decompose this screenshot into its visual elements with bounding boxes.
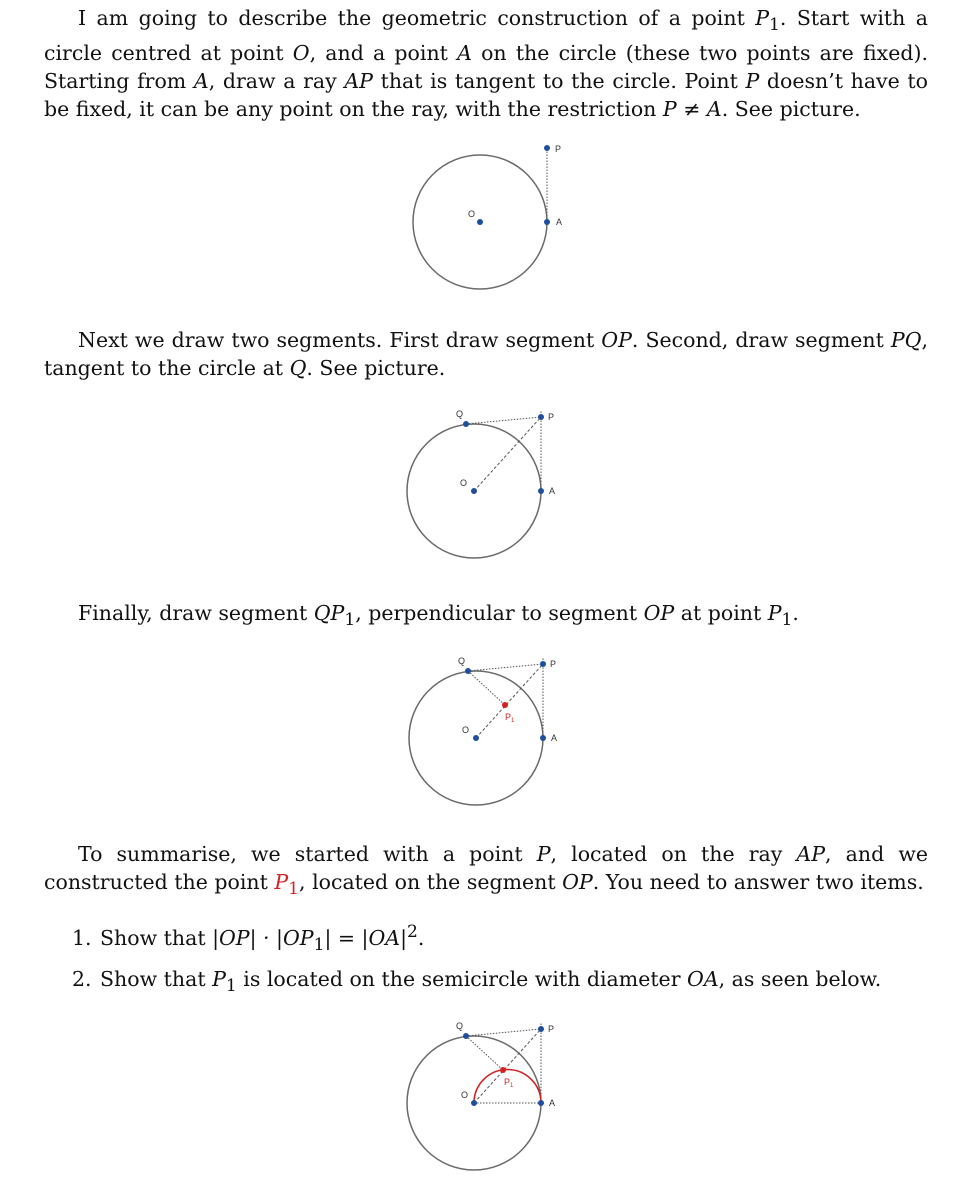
text: , located on the segment bbox=[299, 870, 563, 894]
math-sup: 2 bbox=[406, 922, 418, 942]
text: . See picture. bbox=[721, 97, 861, 122]
figure-4-semicircle bbox=[400, 1015, 560, 1175]
label-a: A bbox=[556, 217, 563, 227]
label-q: Q bbox=[456, 1021, 464, 1031]
text: . Start with a circle centred at point bbox=[44, 6, 928, 66]
point-a bbox=[538, 488, 544, 494]
text: , draw a ray bbox=[208, 69, 345, 94]
math: O bbox=[292, 41, 310, 66]
figure-2-segments bbox=[400, 405, 560, 563]
point-q bbox=[463, 421, 469, 427]
math-sub: 1 bbox=[769, 15, 780, 36]
text: . Second, draw segment bbox=[631, 328, 891, 352]
point-a bbox=[538, 1100, 544, 1106]
label-p1: $P_1$ bbox=[505, 712, 515, 724]
point-p bbox=[540, 661, 546, 667]
math: P bbox=[767, 601, 782, 625]
text: , and we constructed the point bbox=[44, 842, 928, 894]
text: I am going to describe the geometric construction of a point bbox=[78, 6, 756, 30]
math: OP bbox=[643, 601, 675, 625]
label-o: O bbox=[460, 478, 468, 488]
math: OA bbox=[687, 967, 719, 991]
label-p: P bbox=[548, 1024, 555, 1034]
text: doesn’t have to be fixed, it can be any point on the ray, with the restriction bbox=[44, 69, 929, 122]
math-sub: 1 bbox=[313, 934, 325, 955]
label-o: O bbox=[461, 1090, 469, 1100]
segment-pq bbox=[466, 1029, 541, 1036]
paragraph-segments bbox=[44, 326, 928, 382]
math: P bbox=[755, 6, 770, 30]
math-red: P bbox=[274, 870, 289, 894]
text: , perpendicular to segment bbox=[355, 601, 644, 625]
item-number: 2. bbox=[72, 967, 92, 991]
figure-1-tangent-ray bbox=[410, 138, 563, 294]
paragraph-perpendicular bbox=[78, 599, 928, 634]
item-number: 1. bbox=[72, 925, 92, 950]
label-o: O bbox=[468, 209, 476, 219]
point-o bbox=[471, 1100, 477, 1106]
text: Next we draw two segments. First draw segment bbox=[78, 328, 602, 352]
text: To summarise, we started with a point bbox=[78, 842, 537, 866]
math: QP bbox=[313, 601, 345, 625]
text: is located on the semicircle with diameter bbox=[236, 967, 688, 991]
math: PQ bbox=[890, 328, 922, 352]
point-q bbox=[463, 1033, 469, 1039]
paragraph-summary bbox=[44, 840, 928, 903]
point-o bbox=[473, 735, 479, 741]
math: P ≠ A bbox=[662, 97, 722, 122]
segment-op bbox=[476, 664, 543, 738]
label-a: A bbox=[551, 733, 558, 743]
label-q: Q bbox=[458, 656, 466, 666]
math: OP bbox=[601, 328, 632, 352]
point-p bbox=[538, 1026, 544, 1032]
text: , as seen below. bbox=[718, 967, 882, 991]
text: . See picture. bbox=[306, 356, 446, 380]
text: that is tangent to the circle. Point bbox=[372, 69, 746, 94]
paragraph-intro bbox=[44, 4, 928, 123]
math: |OP| · |OP bbox=[212, 925, 314, 950]
math: A bbox=[193, 69, 209, 94]
text: , tangent to the circle at bbox=[44, 328, 928, 380]
label-p: P bbox=[555, 144, 562, 154]
point-a bbox=[540, 735, 546, 741]
math: P bbox=[536, 842, 551, 866]
label-q: Q bbox=[456, 409, 464, 419]
math-sub-red: 1 bbox=[288, 879, 300, 900]
label-o: O bbox=[462, 725, 470, 735]
label-a: A bbox=[549, 1098, 556, 1108]
item-1 bbox=[72, 918, 424, 959]
label-p: P bbox=[548, 412, 555, 422]
point-p1 bbox=[502, 702, 508, 708]
text: . You need to answer two items. bbox=[592, 870, 924, 894]
label-p: P bbox=[550, 659, 557, 669]
math: AP bbox=[344, 69, 373, 94]
figure-3-perpendicular bbox=[402, 652, 562, 810]
segment-op bbox=[474, 1029, 541, 1103]
text: Finally, draw segment bbox=[78, 601, 314, 625]
math: Q bbox=[289, 356, 307, 380]
math: P bbox=[745, 69, 760, 94]
text: , and a point bbox=[309, 41, 458, 66]
text: Show that bbox=[100, 925, 213, 950]
math: AP bbox=[796, 842, 826, 866]
point-o bbox=[477, 219, 483, 225]
segment-qp1 bbox=[468, 671, 505, 705]
math: OP bbox=[562, 870, 593, 894]
label-a: A bbox=[549, 486, 556, 496]
point-q bbox=[465, 668, 471, 674]
text: , located on the ray bbox=[550, 842, 797, 866]
segment-pq bbox=[466, 417, 541, 424]
text: . bbox=[792, 601, 799, 625]
math-sub: 1 bbox=[225, 976, 237, 997]
math: | = |OA| bbox=[324, 925, 407, 950]
point-p bbox=[544, 145, 550, 151]
segment-op bbox=[474, 417, 541, 491]
segment-pq bbox=[468, 664, 543, 671]
point-p1 bbox=[500, 1067, 506, 1073]
item-2 bbox=[72, 965, 881, 1000]
text: at point bbox=[674, 601, 768, 625]
point-o bbox=[471, 488, 477, 494]
math: A bbox=[457, 41, 472, 66]
point-a bbox=[544, 219, 550, 225]
text: Show that bbox=[100, 967, 213, 991]
math-sub: 1 bbox=[344, 610, 356, 631]
math: P bbox=[212, 967, 226, 991]
point-p bbox=[538, 414, 544, 420]
text: . bbox=[417, 925, 425, 950]
label-p1: $P_1$ bbox=[504, 1077, 514, 1089]
text: on the circle (these two points are fixed). Starting from bbox=[44, 41, 928, 94]
math-sub: 1 bbox=[781, 610, 793, 631]
segment-qp1 bbox=[466, 1036, 503, 1070]
